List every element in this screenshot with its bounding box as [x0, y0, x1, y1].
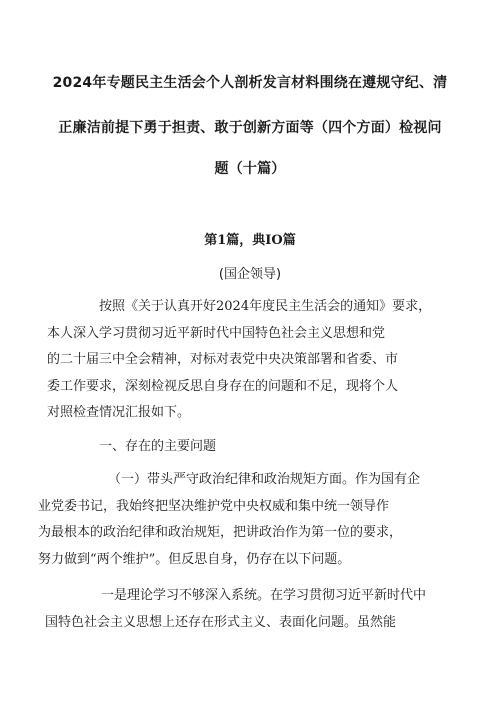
body-line: 业党委书记，我始终把坚决维护党中央权威和集中统一领导作	[38, 498, 390, 514]
body-line: 为最根本的政治纪律和政治规矩，把讲政治作为第一位的要求，	[38, 525, 403, 540]
document-subtitle: 第1篇，典IO篇	[204, 233, 296, 248]
intro-line: 的二十届三中全会精神，对标对表党中央决策部署和省委、市	[47, 352, 399, 367]
intro-line: 对照检查情况汇报如下。	[47, 405, 191, 420]
intro-line: 委工作要求，深刻检视反思自身存在的问题和不足，现将个人	[47, 378, 399, 394]
author-role: (国企领导)	[218, 267, 282, 282]
body-line: 一是理论学习不够深入系统。在学习贯彻习近平新时代中	[101, 588, 427, 603]
document-title-line-3: 题（十篇）	[214, 161, 286, 177]
body-line: 国特色社会主义思想上还存在形式主义、表面化问题。虽然能	[45, 614, 397, 630]
body-line: 努力做到“两个维护”。但反思自身，仍存在以下问题。	[38, 551, 351, 567]
intro-line: 按照《关于认真开好2024年度民主生活会的通知》要求，	[99, 299, 432, 314]
body-paragraph-theory-study	[45, 583, 443, 636]
intro-paragraph	[47, 294, 443, 427]
section-heading: 一、存在的主要问题	[99, 439, 217, 454]
document-title-line-2: 正廉洁前提下勇于担责、敢于创新方面等（四个方面）检视问	[58, 120, 442, 136]
body-paragraph-political-discipline	[38, 467, 443, 573]
document-title-line-1: 2024年专题民主生活会个人剖析发言材料围绕在遵规守纪、清	[52, 75, 448, 91]
body-line: （一）带头严守政治纪律和政治规矩方面。作为国有企	[108, 472, 421, 487]
intro-line: 本人深入学习贯彻习近平新时代中国特色社会主义思想和党	[47, 325, 386, 341]
